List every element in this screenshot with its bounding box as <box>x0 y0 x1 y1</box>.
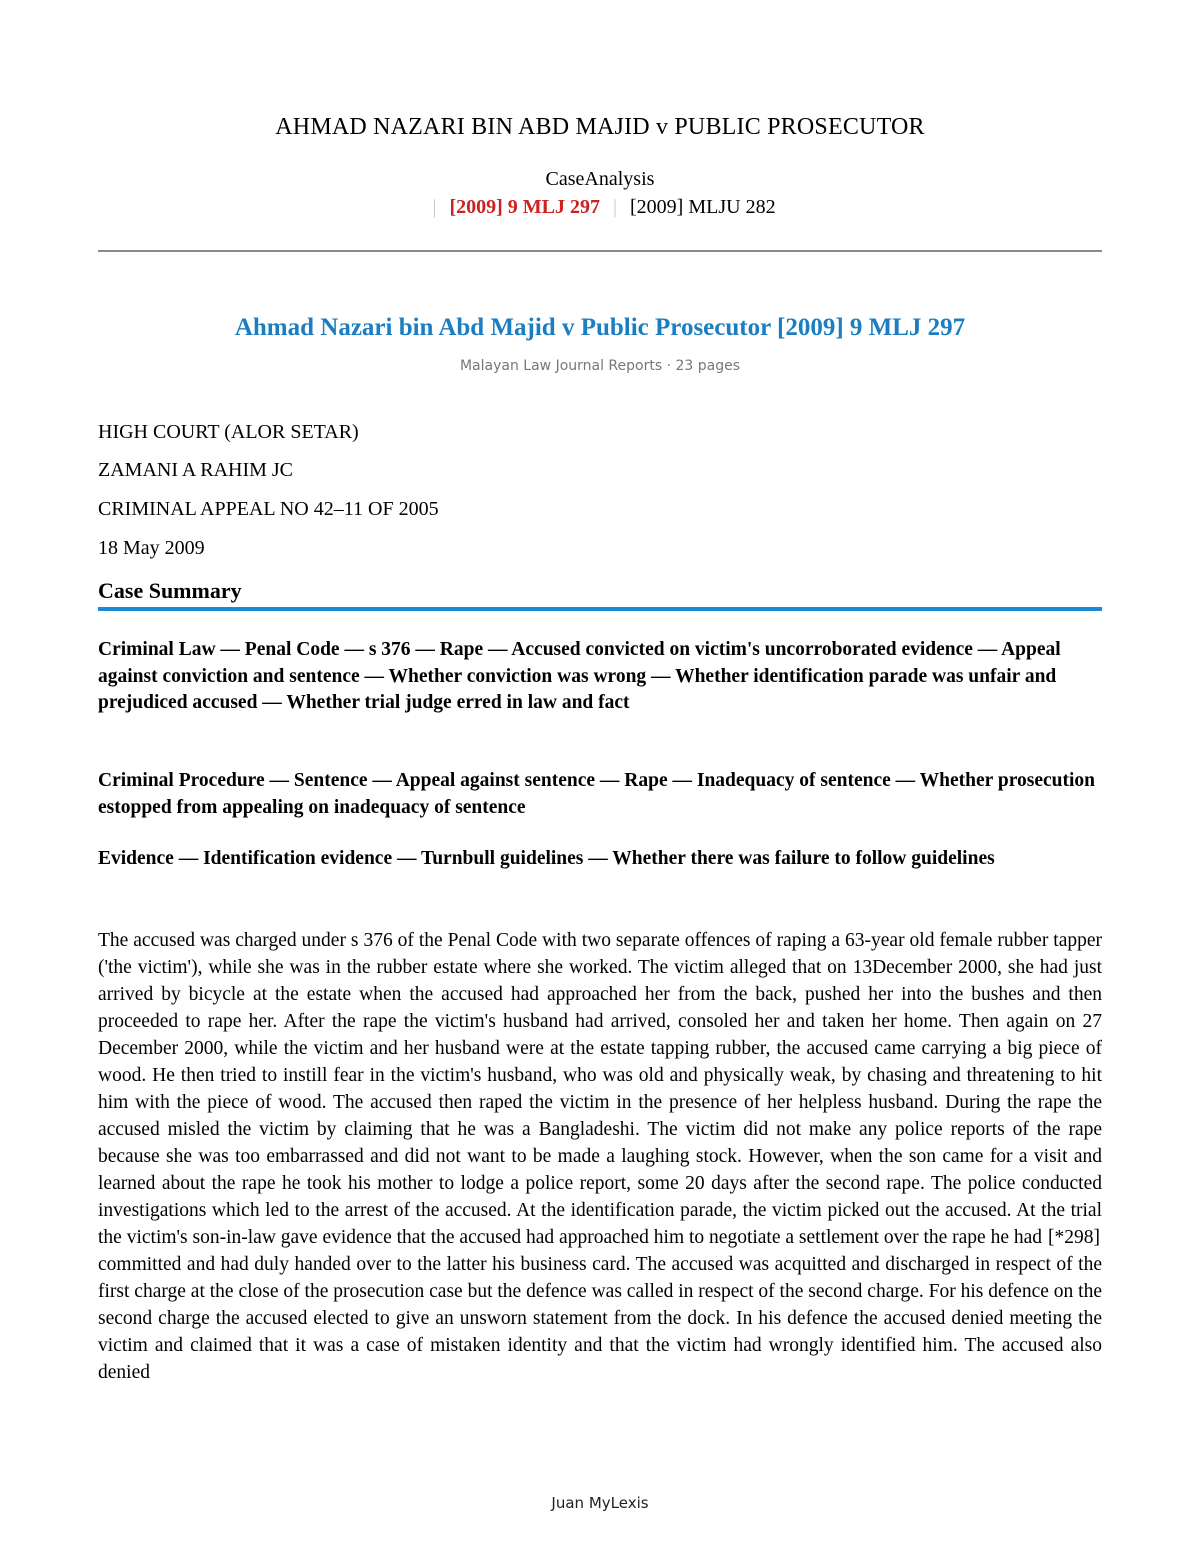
section-divider <box>98 607 1102 611</box>
citation-separator: | <box>432 196 437 218</box>
catchword-evidence: Evidence — Identification evidence — Turnbull guidelines — Whether there was failure to follow guidelines <box>98 848 995 869</box>
catchword-criminal-procedure: Criminal Procedure — Sentence — Appeal against sentence — Rape — Inadequacy of sentence — Whether prosecution estopped from appealing on inadequacy of sentence <box>98 770 1095 818</box>
summary-text: The accused was charged under s 376 of the Penal Code with two separate offences of raping a 63-year old female rubber tapper ('the victim'), while she was in the rubber estate where she worked. The victim alleged that on 13December 2000, she had just arrived by bicycle at the estate when the accused had approached her from the back, pushed her into the bushes and then proceeded to rape her. After the rape the victim's husband had arrived, consoled her and taken her home. Then again on 27 December 2000, while the victim and her husband were at the estate tapping rubber, the accused came carrying a big piece of wood. He then tried to instill fear in the victim's husband, who was old and physically weak, by chasing and threatening to hit him with the piece of wood. The accused then raped the victim in the presence of her helpless husband. During the rape the accused misled the victim by claiming that he was a Bangladeshi. The victim did not make any police reports of the rape because she was too embarrassed and did not want to be made a laughing stock. However, when the son came for a visit and learned about the rape he took his mother to lodge a police report, some 20 days after the second rape. The police conducted investigations which led to the arrest of the accused. At the identification parade, the victim picked out the accused. At the trial the victim's son-in-law gave evidence that the accused had approached him to negotiate a settlement over the rape he had <box>98 930 1102 1248</box>
summary-paragraph <box>98 927 1102 1251</box>
footer-text: Juan MyLexis <box>551 1494 649 1512</box>
citation-separator: | <box>613 196 618 218</box>
document-title: AHMAD NAZARI BIN ABD MAJID v PUBLIC PROSECUTOR <box>275 114 925 140</box>
case-number: CRIMINAL APPEAL NO 42–11 OF 2005 <box>98 498 439 520</box>
citation-bar <box>98 196 1102 219</box>
judge-name: ZAMANI A RAHIM JC <box>98 459 294 481</box>
citation-primary-link[interactable]: [2009] 9 MLJ 297 <box>449 196 600 218</box>
court-name: HIGH COURT (ALOR SETAR) <box>98 421 359 443</box>
catchword-criminal-law: Criminal Law — Penal Code — s 376 — Rape — Accused convicted on victim's uncorroborated evidence — Appeal against conviction and sentence — Whether conviction was wrong — Whether identification parade was unfair and prejudiced accused — Whether trial judge erred in law and fact <box>98 639 1061 713</box>
summary-body <box>98 927 1102 1386</box>
case-analysis-label: CaseAnalysis <box>545 168 655 190</box>
header-divider <box>98 250 1102 252</box>
report-subtitle: Malayan Law Journal Reports · 23 pages <box>459 358 741 374</box>
report-title-link[interactable]: Ahmad Nazari bin Abd Majid v Public Prosecutor [2009] 9 MLJ 297 <box>234 314 966 341</box>
summary-paragraph-continued: committed and had duly handed over to the latter his business card. The accused was acquitted and discharged in respect of the first charge at the close of the prosecution case but the defence was called in respect of the second charge. For his defence on the second charge the accused elected to give an unsworn statement from the dock. In his defence the accused denied meeting the victim and claimed that it was a case of mistaken identity and that the victim had wrongly identified him. The accused also denied <box>98 1254 1102 1383</box>
case-summary-heading: Case Summary <box>98 578 242 603</box>
decision-date: 18 May 2009 <box>98 537 205 559</box>
page-marker: [*298] <box>1048 1227 1101 1248</box>
citation-secondary[interactable]: [2009] MLJU 282 <box>630 196 776 218</box>
